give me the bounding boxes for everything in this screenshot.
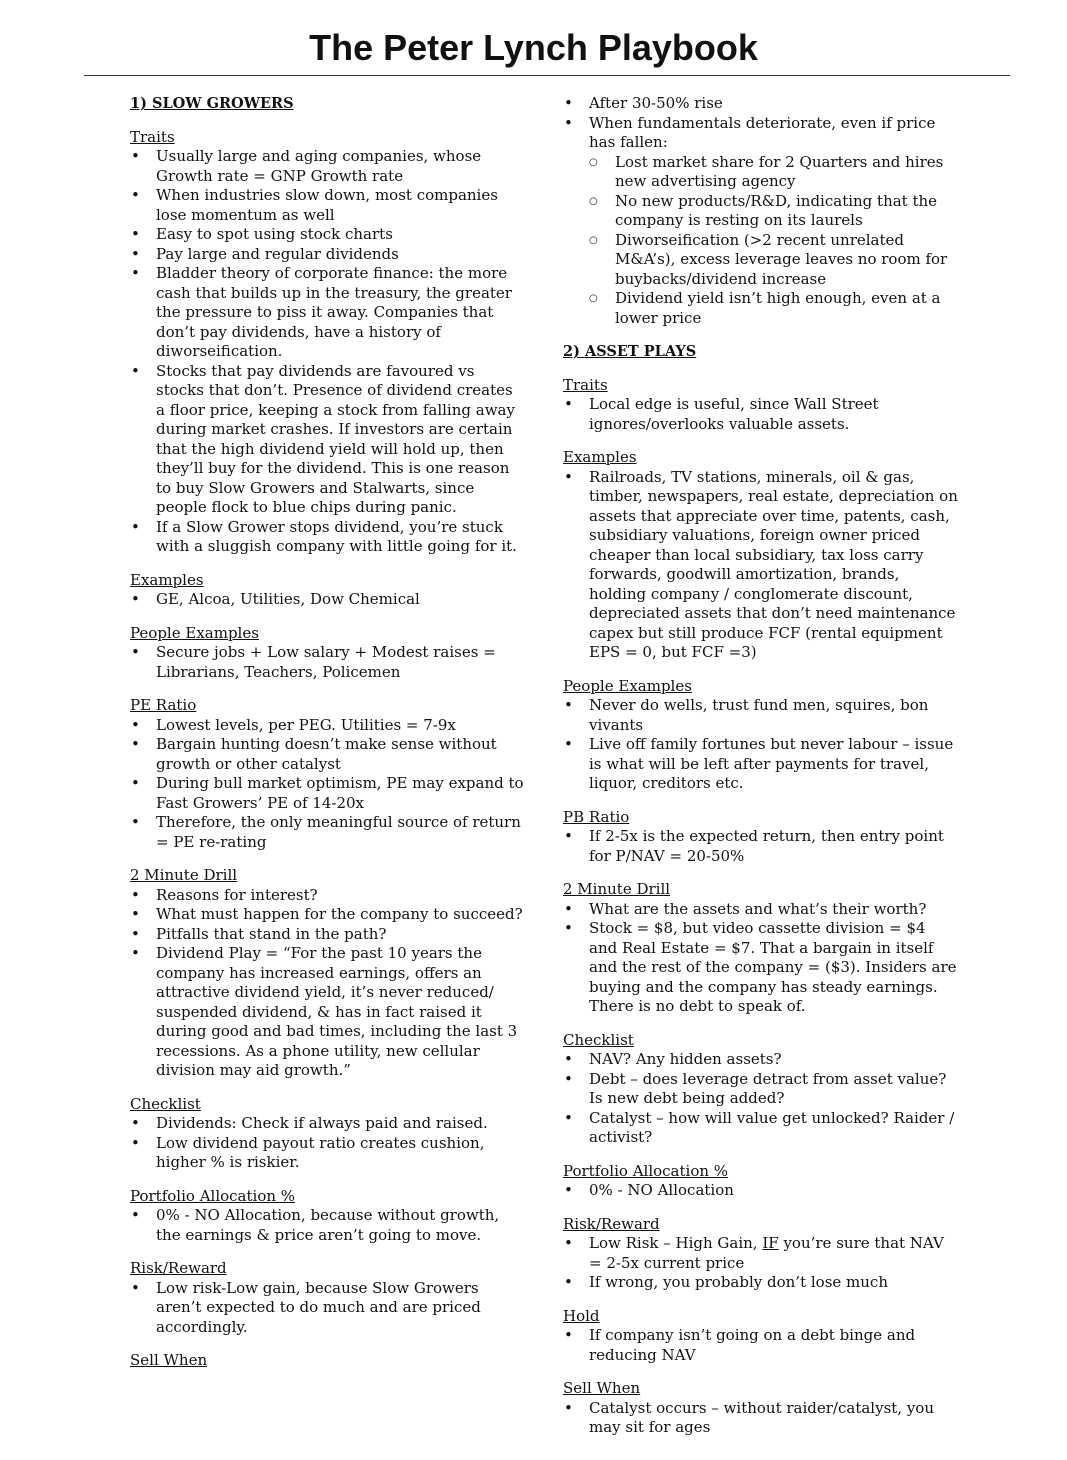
list-item: • If 2-5x is the expected return, then entry point for P/NAV = 20-50% (563, 827, 958, 866)
list-item: • After 30-50% rise (563, 94, 958, 114)
list-item: • Never do wells, trust fund men, squires, bon vivants (563, 696, 958, 735)
list-item: • Therefore, the only meaningful source of return = PE re-rating (130, 813, 525, 852)
list-item: • NAV? Any hidden assets? (563, 1050, 958, 1070)
subheading-traits: Traits (563, 375, 608, 394)
people-examples-list (563, 696, 958, 794)
sublist-item: ○ Lost market share for 2 Quarters and hires new advertising agency (589, 153, 958, 192)
checklist-list (130, 1114, 525, 1173)
list-item: • Stock = $8, but video cassette division = $4 and Real Estate = $7. That a bargain in itself and the rest of the company = ($3). Insiders are buying and the company has steady earnings. There is no debt to speak of. (563, 919, 958, 1017)
list-item: • What must happen for the company to succeed? (130, 905, 525, 925)
examples-list (130, 590, 525, 610)
list-item: • Low dividend payout ratio creates cushion, higher % is riskier. (130, 1134, 525, 1173)
list-item: • Debt – does leverage detract from asset value? Is new debt being added? (563, 1070, 958, 1109)
list-item (563, 1234, 958, 1273)
list-item-text: When fundamentals deteriorate, even if price has fallen: (589, 113, 936, 151)
list-item: • During bull market optimism, PE may expand to Fast Growers’ PE of 14-20x (130, 774, 525, 813)
traits-list (563, 395, 958, 434)
sell-when-list (563, 1399, 958, 1438)
list-item: • Dividends: Check if always paid and raised. (130, 1114, 525, 1134)
subheading-examples: Examples (130, 570, 204, 589)
list-item: • Pay large and regular dividends (130, 245, 525, 265)
drill-list (563, 900, 958, 1017)
risk-emphasis: IF (762, 1234, 779, 1252)
list-item: • Lowest levels, per PEG. Utilities = 7-9x (130, 716, 525, 736)
title-divider (84, 75, 1010, 76)
pe-ratio-list (130, 716, 525, 853)
subheading-pe-ratio: PE Ratio (130, 696, 197, 714)
sublist-item: ○ Dividend yield isn’t high enough, even at a lower price (589, 289, 958, 328)
pb-ratio-list (563, 827, 958, 866)
list-item: • Live off family fortunes but never labour – issue is what will be left after payments for travel, liquor, creditors etc. (563, 735, 958, 794)
allocation-list (130, 1206, 525, 1245)
section-heading-slow-growers: 1) SLOW GROWERS (130, 95, 294, 112)
risk-text: you’re sure that NAV = 2-5x current price (589, 1234, 944, 1272)
list-item: • If wrong, you probably don’t lose much (563, 1273, 958, 1293)
risk-reward-list (563, 1234, 958, 1293)
list-item: • Easy to spot using stock charts (130, 225, 525, 245)
list-item: • GE, Alcoa, Utilities, Dow Chemical (130, 590, 525, 610)
list-item: • Usually large and aging companies, whose Growth rate = GNP Growth rate (130, 147, 525, 186)
list-item: • Stocks that pay dividends are favoured vs stocks that don’t. Presence of dividend creates a floor price, keeping a stock from falling away during market crashes. If investors are certain that the high dividend yield will hold up, then they’ll buy for the dividend. This is one reason to buy Slow Growers and Stalwarts, since people flock to blue chips during panic. (130, 362, 525, 518)
list-item: • Low risk-Low gain, because Slow Growers aren’t expected to do much and are priced accordingly. (130, 1279, 525, 1338)
list-item: • Pitfalls that stand in the path? (130, 925, 525, 945)
subheading-portfolio-allocation: Portfolio Allocation % (563, 1161, 729, 1180)
subheading-pb-ratio: PB Ratio (563, 807, 630, 826)
risk-text: Low Risk – High Gain, (589, 1234, 763, 1252)
subheading-people-examples: People Examples (563, 676, 692, 695)
sell-when-sublist (589, 153, 958, 329)
list-item: • If a Slow Grower stops dividend, you’re stuck with a sluggish company with little going for it. (130, 518, 525, 557)
list-item: • 0% - NO Allocation (563, 1181, 958, 1201)
list-item: • Secure jobs + Low salary + Modest raises = Librarians, Teachers, Policemen (130, 643, 525, 682)
people-examples-list (130, 643, 525, 682)
subheading-people-examples: People Examples (130, 623, 259, 642)
right-column (563, 94, 958, 1438)
list-item: • 0% - NO Allocation, because without growth, the earnings & price aren’t going to move. (130, 1206, 525, 1245)
subheading-risk-reward: Risk/Reward (130, 1259, 227, 1277)
list-item: • Catalyst occurs – without raider/catalyst, you may sit for ages (563, 1399, 958, 1438)
risk-reward-list (130, 1279, 525, 1338)
checklist-list (563, 1050, 958, 1148)
sublist-item: ○ No new products/R&D, indicating that the company is resting on its laurels (589, 192, 958, 231)
list-item (563, 114, 958, 329)
hold-list (563, 1326, 958, 1365)
subheading-traits: Traits (130, 127, 175, 146)
subheading-sell-when: Sell When (130, 1351, 208, 1369)
list-item: • Dividend Play = “For the past 10 years the company has increased earnings, offers an attractive dividend yield, it’s never reduced/ suspended dividend, & has in fact raised it during good and bad times, including the last 3 recessions. As a phone utility, new cellular division may aid growth.” (130, 944, 525, 1081)
traits-list (130, 147, 525, 557)
list-item: • Local edge is useful, since Wall Street ignores/overlooks valuable assets. (563, 395, 958, 434)
list-item: • Reasons for interest? (130, 886, 525, 906)
examples-list (563, 468, 958, 663)
subheading-checklist: Checklist (563, 1030, 634, 1049)
sell-when-list (563, 94, 958, 328)
section-heading-asset-plays: 2) ASSET PLAYS (563, 343, 697, 360)
list-item: • What are the assets and what’s their worth? (563, 900, 958, 920)
subheading-hold: Hold (563, 1306, 600, 1325)
list-item: • When industries slow down, most companies lose momentum as well (130, 186, 525, 225)
sublist-item: ○ Diworseification (>2 recent unrelated M&A’s), excess leverage leaves no room for buybacks/dividend increase (589, 231, 958, 290)
subheading-portfolio-allocation: Portfolio Allocation % (130, 1186, 296, 1205)
page-title: The Peter Lynch Playbook (309, 27, 758, 68)
subheading-risk-reward: Risk/Reward (563, 1214, 660, 1233)
subheading-checklist: Checklist (130, 1094, 201, 1113)
list-item: • Bladder theory of corporate finance: the more cash that builds up in the treasury, the greater the pressure to piss it away. Companies that don’t pay dividends, have a history of diworseification. (130, 264, 525, 362)
left-column (130, 94, 525, 1371)
list-item: • Railroads, TV stations, minerals, oil & gas, timber, newspapers, real estate, depreciation on assets that appreciate over time, patents, cash, subsidiary valuations, foreign owner priced cheaper than local subsidiary, tax loss carry forwards, goodwill amortization, brands, holding company / conglomerate discount, depreciated assets that don’t need maintenance capex but still produce FCF (rental equipment EPS = 0, but FCF =3) (563, 468, 958, 663)
subheading-examples: Examples (563, 448, 637, 466)
subheading-2-minute-drill: 2 Minute Drill (563, 880, 671, 898)
drill-list (130, 886, 525, 1081)
allocation-list (563, 1181, 958, 1201)
list-item: • If company isn’t going on a debt binge and reducing NAV (563, 1326, 958, 1365)
list-item: • Bargain hunting doesn’t make sense without growth or other catalyst (130, 735, 525, 774)
list-item: • Catalyst – how will value get unlocked? Raider / activist? (563, 1109, 958, 1148)
subheading-sell-when: Sell When (563, 1379, 641, 1397)
subheading-2-minute-drill: 2 Minute Drill (130, 866, 238, 884)
